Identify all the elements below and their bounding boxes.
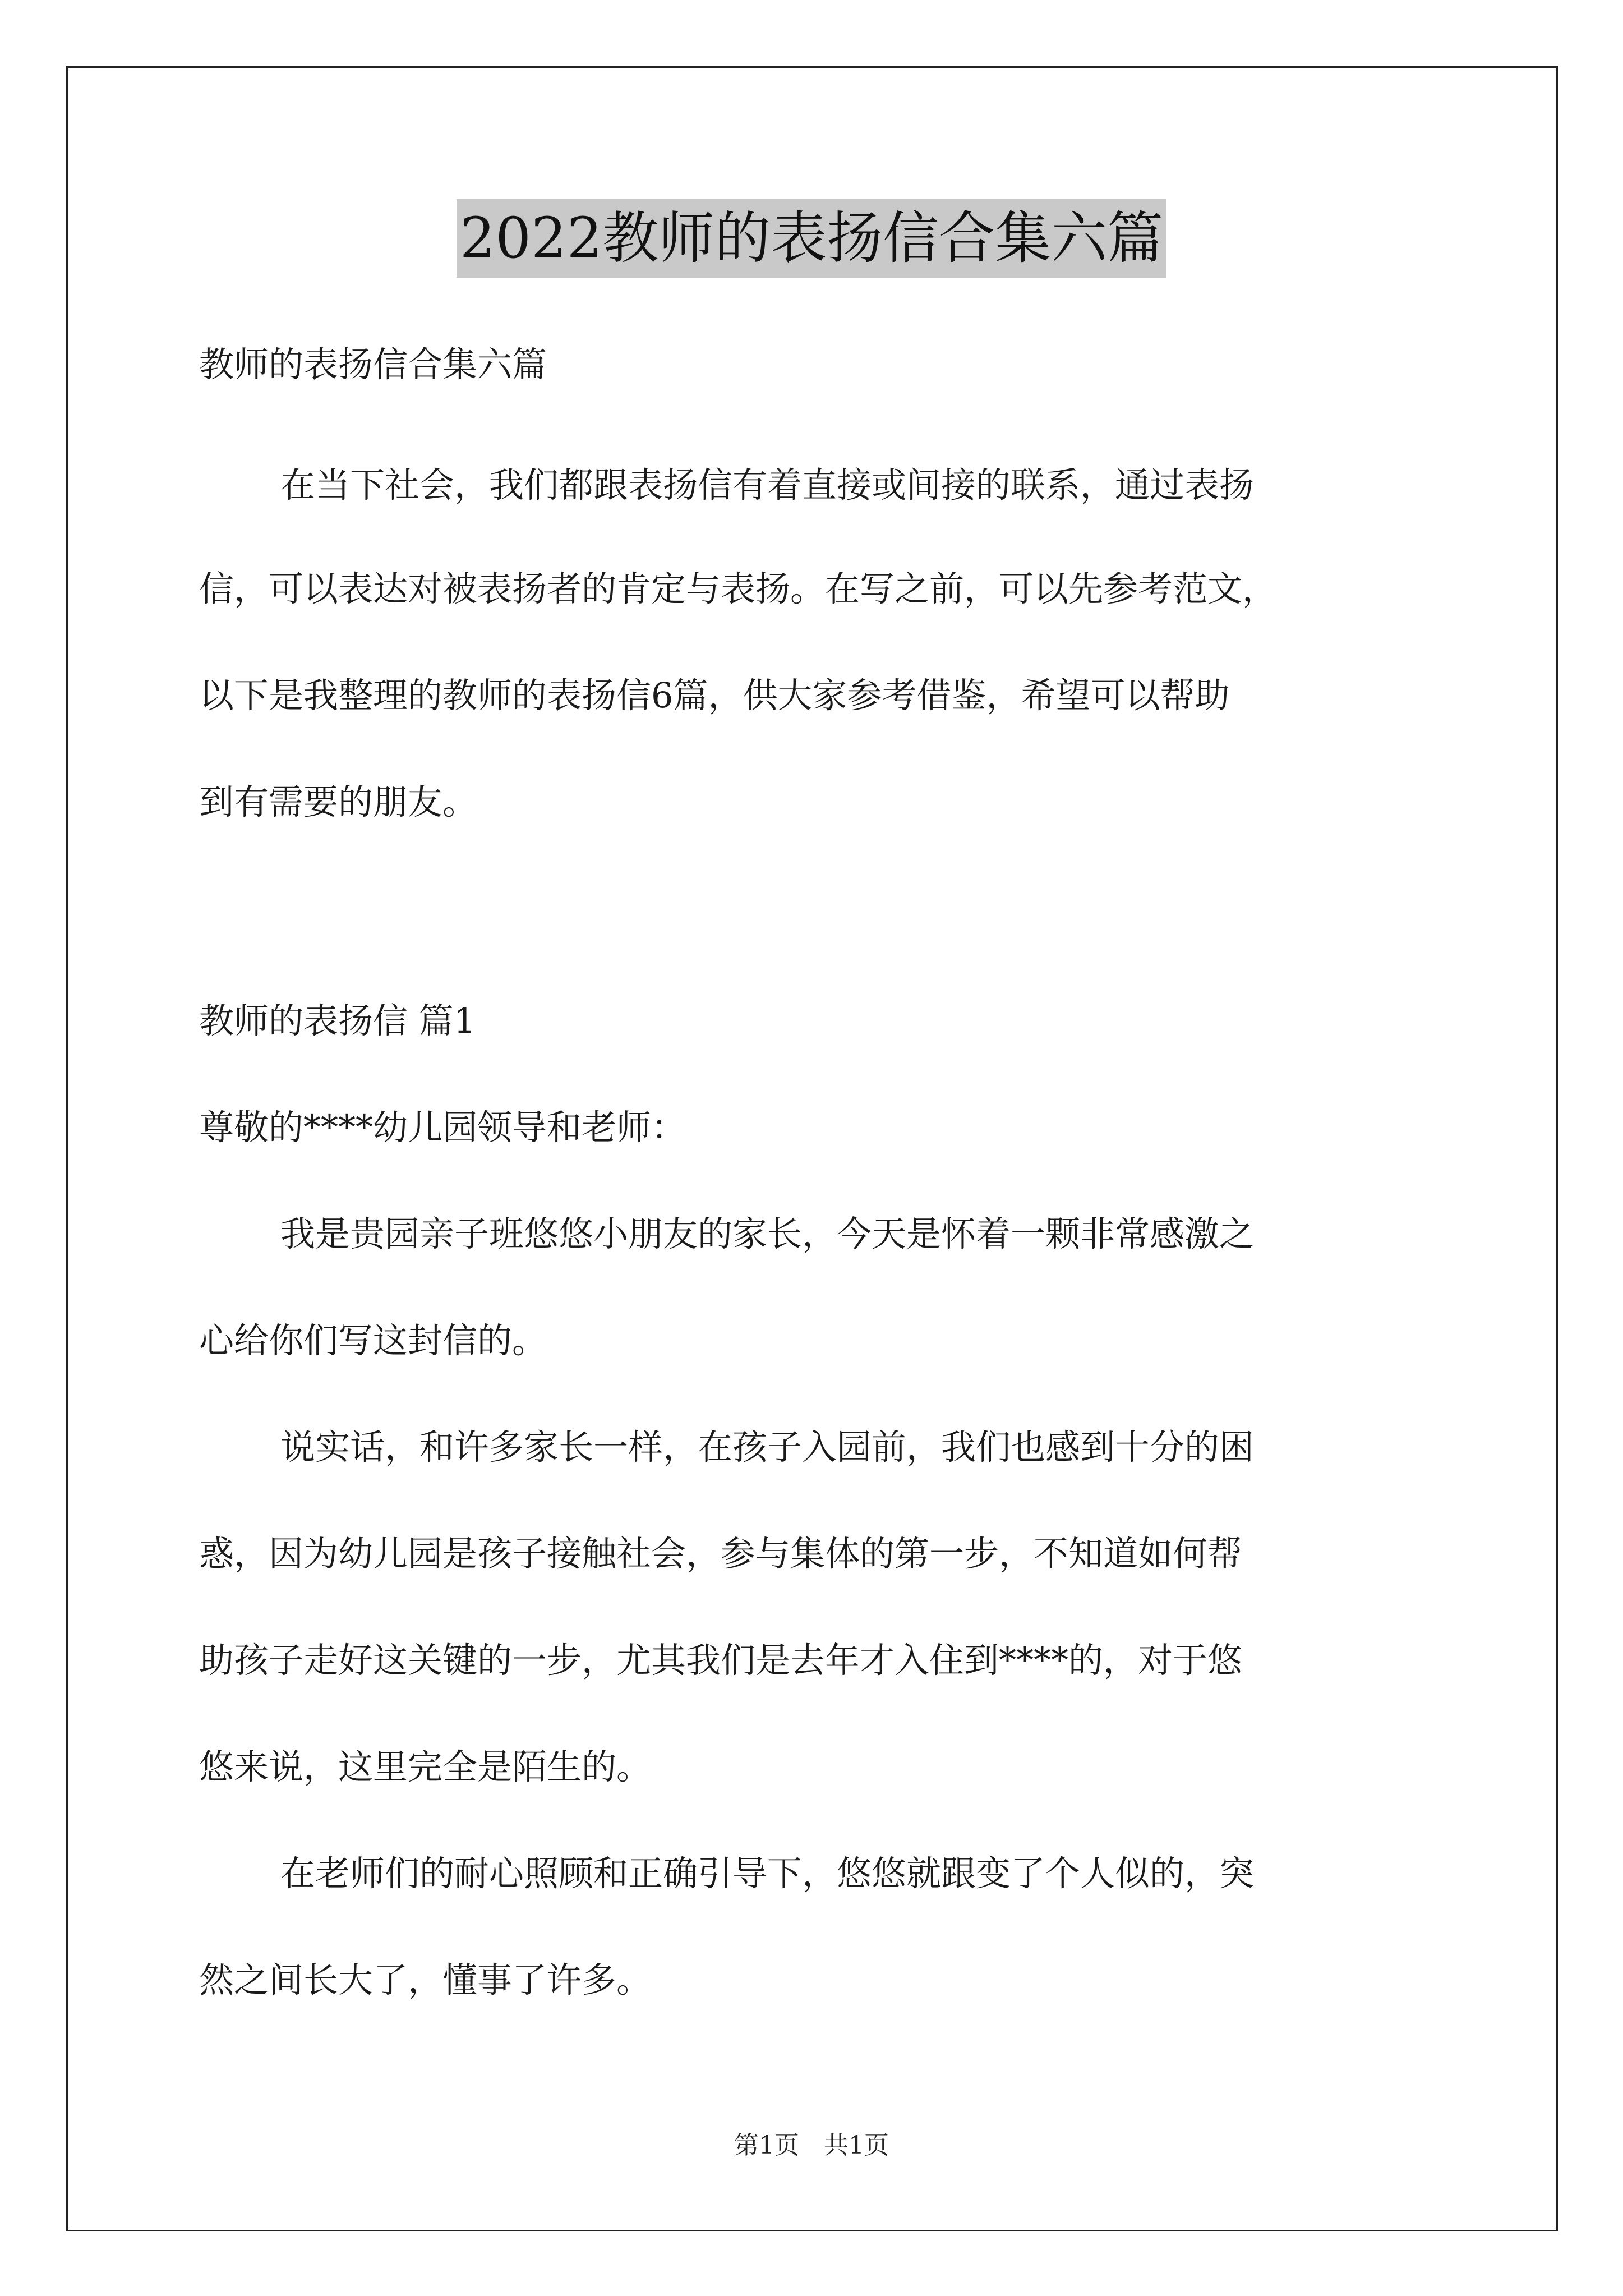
paragraph-1-line-2: 心给你们写这封信的。 (199, 1320, 547, 1361)
title-container (0, 199, 1623, 278)
intro-line-2: 信，可以表达对被表扬者的肯定与表扬。在写之前，可以先参考范文， (199, 568, 1278, 609)
paragraph-2-line-2: 惑，因为幼儿园是孩子接触社会，参与集体的第一步，不知道如何帮 (199, 1533, 1243, 1574)
paragraph-3-line-1: 在老师们的耐心照顾和正确引导下，悠悠就跟变了个人似的，突 (280, 1853, 1255, 1894)
paragraph-2-line-4: 悠来说，这里完全是陌生的。 (199, 1746, 652, 1787)
intro-line-4: 到有需要的朋友。 (199, 781, 478, 822)
page-footer: 第1页 共1页 (734, 2131, 889, 2160)
section-heading: 教师的表扬信 篇1 (199, 1000, 476, 1041)
salutation-line: 尊敬的****幼儿园领导和老师： (199, 1107, 686, 1148)
document-title: 2022教师的表扬信合集六篇 (457, 199, 1167, 278)
intro-line-3: 以下是我整理的教师的表扬信6篇，供大家参考借鉴，希望可以帮助 (199, 675, 1230, 716)
paragraph-2-line-3: 助孩子走好这关键的一步，尤其我们是去年才入住到****的，对于悠 (199, 1640, 1243, 1681)
paragraph-2-line-1: 说实话，和许多家长一样，在孩子入园前，我们也感到十分的困 (280, 1427, 1255, 1467)
intro-line-1: 在当下社会，我们都跟表扬信有着直接或间接的联系，通过表扬 (280, 464, 1255, 505)
paragraph-1-line-1: 我是贵园亲子班悠悠小朋友的家长，今天是怀着一颗非常感激之 (280, 1213, 1255, 1254)
paragraph-3-line-2: 然之间长大了，懂事了许多。 (199, 1959, 652, 2000)
subtitle-line: 教师的表扬信合集六篇 (199, 344, 547, 385)
